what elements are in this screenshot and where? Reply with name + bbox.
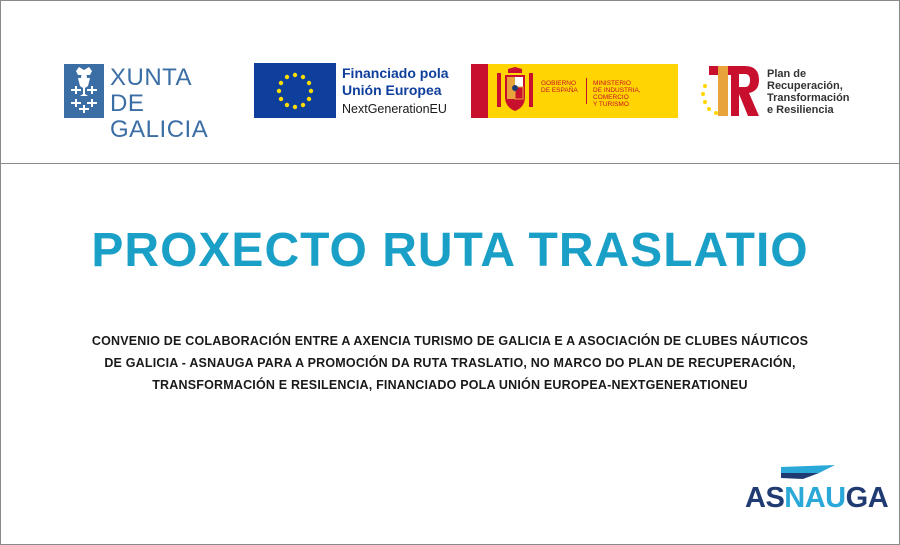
logos-bar (1, 1, 899, 164)
xunta-de-galicia-logo (64, 64, 244, 143)
description-line: TRANSFORMACIÓN E RESILENCIA, FINANCIADO POLA UNIÓN EUROPEA-NEXTGENERATIONEU (152, 378, 748, 392)
gobierno-espana-logo (471, 64, 678, 118)
ministerio-text (593, 80, 678, 108)
plan-line2: Recuperación, (767, 80, 843, 92)
gobierno-line1: GOBIERNO (541, 80, 577, 87)
asnauga-logo (745, 463, 889, 519)
xunta-wordmark (110, 65, 244, 143)
xunta-line1: XUNTA (110, 64, 193, 91)
description (91, 330, 809, 396)
asnauga-wordmark (745, 481, 888, 515)
ministerio-line1: MINISTERIO (593, 80, 631, 87)
description-line: DE GALICIA - ASNAUGA PARA A PROMOCIÓN DA RUTA TRASLATIO, NO MARCO DO PLAN DE RECUPERACIÓN, (104, 356, 796, 370)
eu-text (342, 65, 466, 119)
plan-text (767, 68, 850, 116)
eu-line1: Financiado pola (342, 65, 449, 81)
eu-flag-icon (254, 63, 336, 118)
ministerio-line3: Y TURISMO (593, 101, 629, 108)
plan-tr-icon (699, 64, 763, 120)
gobierno-text (541, 80, 578, 94)
description-line: CONVENIO DE COLABORACIÓN ENTRE A AXENCIA TURISMO DE GALICIA E A ASOCIACIÓN DE CLUBES NÁUTICOS (91, 334, 809, 348)
asnauga-part-ga: GA (845, 482, 889, 514)
plan-line4: e Resiliencia (767, 104, 834, 116)
asnauga-flag-icon (779, 463, 839, 483)
eu-line2: Unión Europea (342, 82, 442, 98)
spain-coat-of-arms-icon (495, 67, 535, 120)
gobierno-red-band (471, 64, 488, 118)
ministerio-line2: DE INDUSTRIA, COMERCIO (593, 87, 641, 101)
page-title: PROXECTO RUTA TRASLATIO (91, 224, 809, 277)
plan-recuperacion-logo (699, 64, 859, 120)
plan-line3: Transformación (767, 92, 850, 104)
gobierno-separator (586, 78, 587, 104)
xunta-line2: DE GALICIA (110, 90, 209, 143)
eu-nextgeneration-logo (254, 63, 464, 119)
eu-line3: NextGenerationEU (342, 102, 447, 116)
gobierno-line2: DE ESPAÑA (541, 87, 578, 94)
asnauga-part-nau: NAU (784, 482, 846, 514)
plan-line1: Plan de (767, 68, 807, 80)
asnauga-part-as: AS (745, 482, 785, 514)
xunta-emblem-icon (64, 64, 104, 118)
